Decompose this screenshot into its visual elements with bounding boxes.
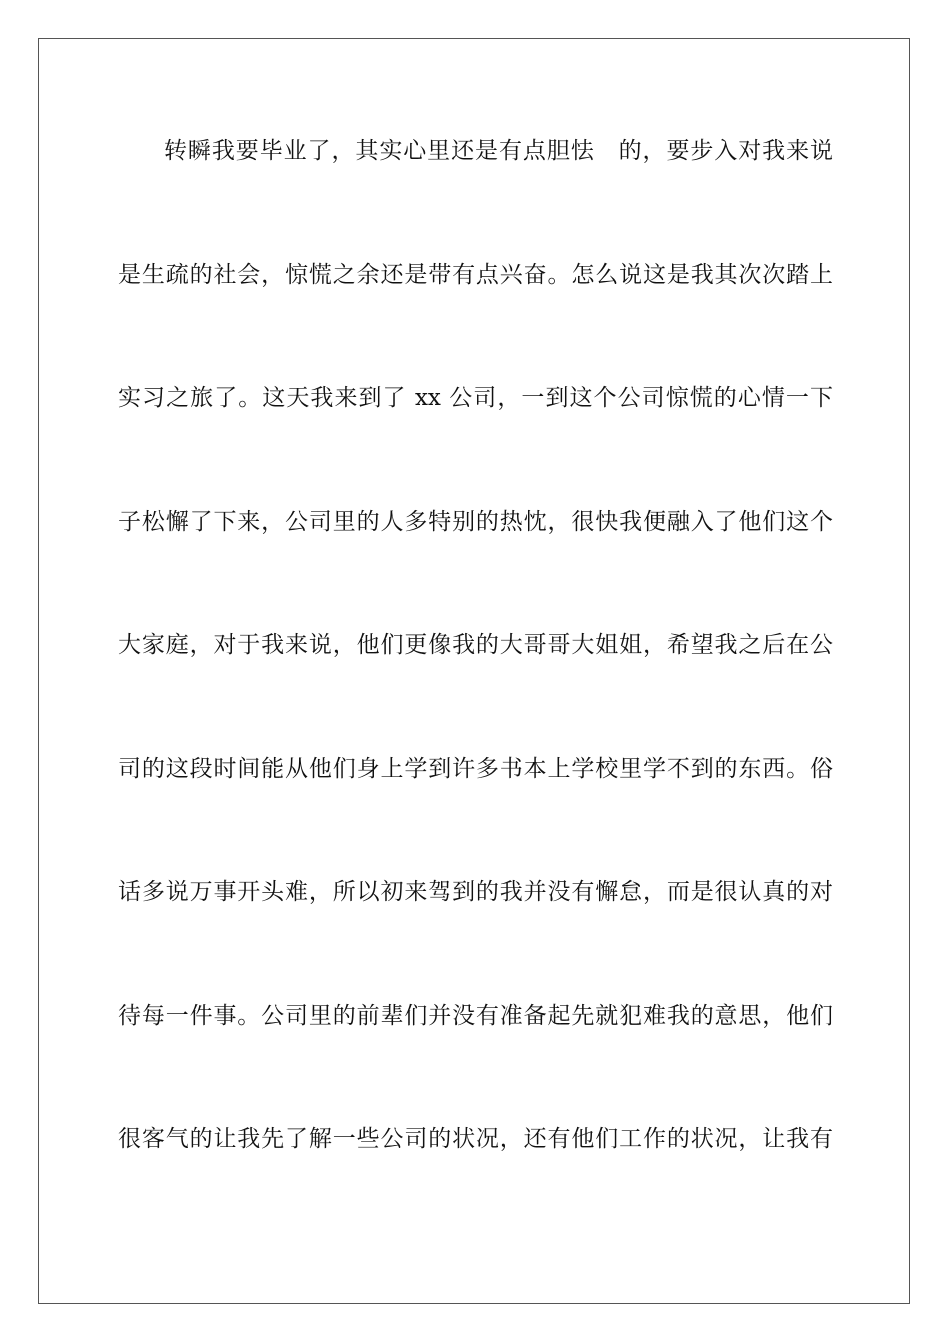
text-line-7: 话多说万事开头难，所以初来驾到的我并没有懈怠，而是很认真的对: [118, 879, 833, 905]
text-line-9: 很客气的让我先了解一些公司的状况，还有他们工作的状况，让我有: [118, 1126, 833, 1152]
text-line-5: 大家庭，对于我来说，他们更像我的大哥哥大姐姐，希望我之后在公: [118, 632, 833, 658]
text-line-8: 待每一件事。公司里的前辈们并没有准备起先就犯难我的意思，他们: [118, 1003, 833, 1029]
text-line-2: 是生疏的社会，惊慌之余还是带有点兴奋。怎么说这是我其次次踏上: [118, 262, 833, 288]
text-line-3: 实习之旅了。这天我来到了 xx 公司，一到这个公司惊慌的心情一下: [118, 385, 833, 411]
page-border: [38, 38, 910, 1304]
text-line-1: 转瞬我要毕业了，其实心里还是有点胆怯 的，要步入对我来说: [164, 138, 833, 164]
text-line-6: 司的这段时间能从他们身上学到许多书本上学校里学不到的东西。俗: [118, 756, 833, 782]
text-line-4: 子松懈了下来，公司里的人多特别的热忱，很快我便融入了他们这个: [118, 509, 833, 535]
